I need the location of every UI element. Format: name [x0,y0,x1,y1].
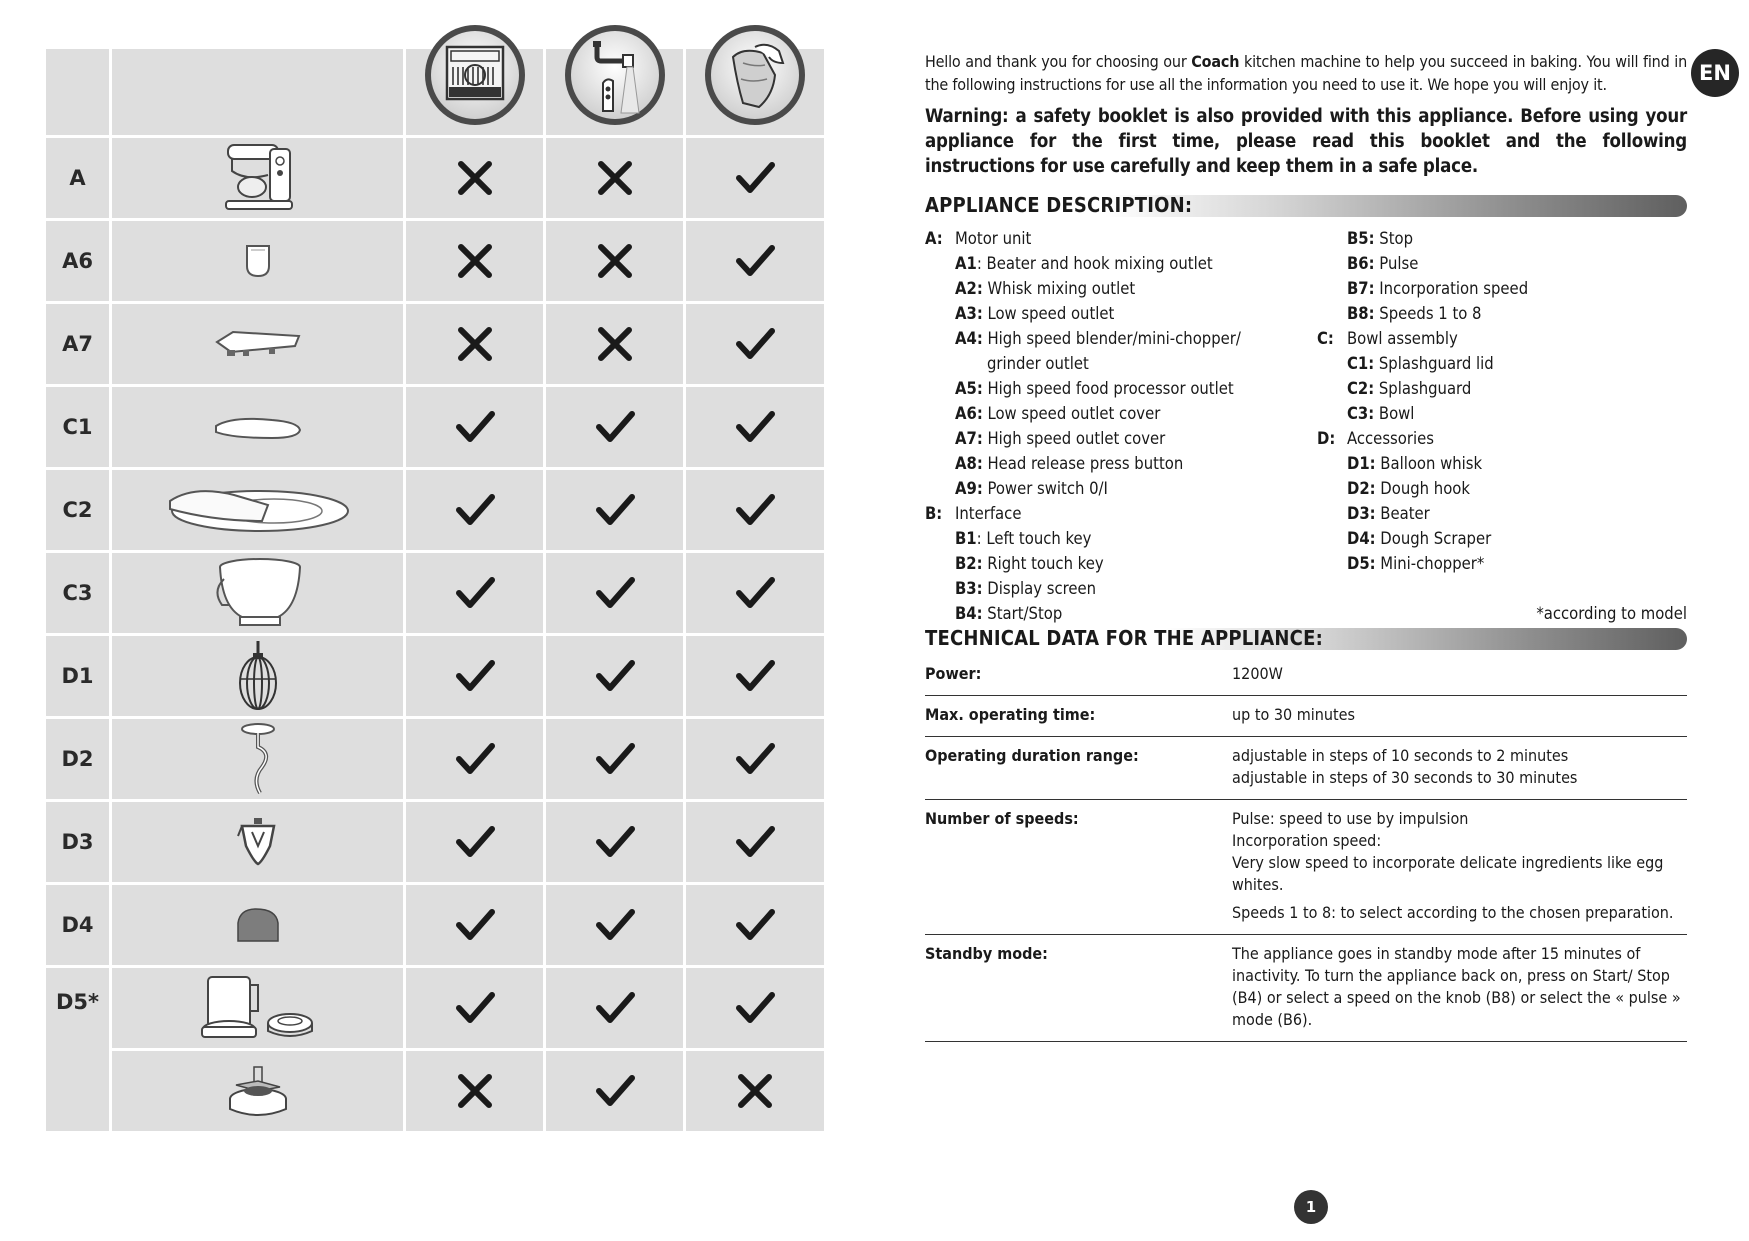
section-gradient-bar [1105,195,1687,217]
high-speed-outlet-cover-illustration [112,304,403,384]
description-item [1317,251,1687,276]
item-code: B2: [955,554,983,573]
check-icon [455,407,495,447]
mini-chopper-blade-illustration [112,1051,403,1131]
item-text: Beater [1375,504,1430,523]
check-icon [455,822,495,862]
cross-icon [455,1071,495,1111]
description-item [925,351,1315,376]
cleaning-table [46,49,824,1131]
item-text: High speed food processor outlet [982,379,1234,398]
dishwasher-cell [406,719,543,799]
item-code: A2: [955,279,983,298]
appliance-description-list [925,226,1687,626]
table-row [46,304,824,384]
item-text: Interface [955,504,1022,523]
item-code: B: [925,504,943,523]
tech-row [925,935,1687,1042]
cross-icon [595,158,635,198]
dishwasher-cell [406,1051,543,1131]
wipe-cloth-cell [686,719,824,799]
beater-illustration [112,802,403,882]
check-icon [735,241,775,281]
check-icon [595,905,635,945]
description-item [925,426,1315,451]
model-footnote: *according to model [1536,604,1687,623]
check-icon [735,158,775,198]
item-code: C3: [1347,404,1375,423]
description-item [925,251,1315,276]
mini-chopper-bowl-illustration [112,968,403,1048]
part-label: D3 [46,802,109,882]
item-code: B4: [955,604,983,623]
appliance-description-header [925,193,1687,218]
description-item [1317,501,1687,526]
tech-value [1232,935,1687,1041]
check-icon [455,905,495,945]
check-icon [455,656,495,696]
table-row [46,138,824,218]
wipe-cloth-cell [686,470,824,550]
description-item [1317,351,1687,376]
item-code: D3: [1347,504,1376,523]
description-item [1317,551,1687,576]
dishwasher-cell [406,968,543,1048]
header-tap-water [546,49,683,135]
tech-row [925,696,1687,737]
check-icon [455,573,495,613]
table-row [46,1051,824,1131]
item-code: B7: [1347,279,1375,298]
check-icon [595,573,635,613]
table-row [46,885,824,965]
item-code: A7: [955,429,983,448]
table-body [46,138,824,1131]
check-icon [595,490,635,530]
check-icon [595,739,635,779]
item-code: D1: [1347,454,1376,473]
intro-text-start: Hello and thank you for choosing our [925,52,1192,71]
header-blank-label [46,49,109,135]
description-item [1317,376,1687,401]
wipe-cloth-cell [686,138,824,218]
check-icon [735,739,775,779]
check-icon [595,407,635,447]
item-text: Motor unit [955,229,1032,248]
item-code: B8: [1347,304,1375,323]
dishwasher-cell [406,885,543,965]
tap-water-cell [546,1051,683,1131]
item-text: Head release press button [982,454,1184,473]
item-code: D4: [1347,529,1376,548]
item-text: Power switch 0/I [982,479,1108,498]
wipe-cloth-cell [686,636,824,716]
item-code: B6: [1347,254,1375,273]
check-icon [735,573,775,613]
header-wipe-cloth [686,49,824,135]
description-item [925,326,1315,351]
check-icon [735,656,775,696]
description-item [1317,426,1687,451]
description-item [925,601,1315,626]
tech-value-line: The appliance goes in standby mode after 15 minutes of inactivity. To turn the appliance back on, press on Start/ Stop (B4) or select a speed on the knob (B8) or select the « pulse » mode (B6). [1232,944,1681,1029]
item-text: Incorporation speed [1374,279,1529,298]
description-item [1317,401,1687,426]
wipe-cloth-cell [686,304,824,384]
technical-data-header [925,626,1687,651]
wipe-cloth-cell [686,387,824,467]
check-icon [595,1071,635,1111]
item-text: Bowl assembly [1347,329,1458,348]
tap-water-icon [563,23,667,127]
wipe-cloth-icon [703,23,807,127]
description-item [925,401,1315,426]
description-item [925,451,1315,476]
technical-data-title: TECHNICAL DATA FOR THE APPLIANCE: [925,626,1323,650]
tap-water-cell [546,304,683,384]
instructions-page [925,50,1687,1042]
part-label: D2 [46,719,109,799]
item-text: : Beater and hook mixing outlet [976,254,1213,273]
tech-row [925,800,1687,935]
check-icon [735,905,775,945]
dishwasher-cell [406,387,543,467]
dishwasher-cell [406,304,543,384]
table-row [46,802,824,882]
cross-icon [455,158,495,198]
dishwasher-cell [406,802,543,882]
item-text: Balloon whisk [1375,454,1483,473]
check-icon [455,739,495,779]
part-label: A7 [46,304,109,384]
item-code: A8: [955,454,983,473]
description-item [1317,326,1687,351]
item-code: B3: [955,579,983,598]
balloon-whisk-illustration [112,636,403,716]
wipe-cloth-cell [686,968,824,1048]
technical-data-table [925,655,1687,1042]
item-code: B1 [955,529,977,548]
item-text: High speed outlet cover [982,429,1166,448]
dishwasher-cell [406,553,543,633]
description-column-left [925,226,1315,626]
item-text: High speed blender/mini-chopper/ [982,329,1241,348]
cross-icon [455,324,495,364]
tech-value-line: adjustable in steps of 30 seconds to 30 minutes [1232,768,1578,787]
language-badge: EN [1691,49,1739,97]
cross-icon [595,324,635,364]
description-column-right [1317,226,1687,576]
description-item [925,501,1315,526]
tech-value [1232,696,1687,736]
tap-water-cell [546,719,683,799]
header-blank-image [112,49,403,135]
description-item [1317,226,1687,251]
item-text: Accessories [1347,429,1434,448]
tap-water-cell [546,221,683,301]
splashguard-illustration [112,470,403,550]
part-label: D5* [46,968,109,1131]
tech-value-line: up to 30 minutes [1232,705,1356,724]
table-header [46,49,824,135]
part-label: C3 [46,553,109,633]
bowl-illustration [112,553,403,633]
check-icon [595,988,635,1028]
item-code: C1: [1347,354,1375,373]
description-item [925,226,1315,251]
item-text: Display screen [982,579,1097,598]
part-label: C2 [46,470,109,550]
item-code: A6: [955,404,983,423]
tap-water-cell [546,802,683,882]
item-text: : Left touch key [976,529,1092,548]
check-icon [455,988,495,1028]
item-code: A9: [955,479,983,498]
dishwasher-cell [406,636,543,716]
item-text: Low speed outlet [982,304,1115,323]
description-item [1317,451,1687,476]
part-label: D1 [46,636,109,716]
check-icon [595,822,635,862]
check-icon [735,822,775,862]
table-row [46,470,824,550]
wipe-cloth-cell [686,802,824,882]
table-row [46,553,824,633]
table-row [46,636,824,716]
dishwasher-icon [423,23,527,127]
table-row [46,968,824,1048]
tech-value-line: Incorporation speed: [1232,831,1382,850]
tech-value [1232,737,1687,799]
description-item [925,301,1315,326]
item-text: grinder outlet [987,354,1089,373]
item-code: C2: [1347,379,1375,398]
tech-row [925,737,1687,800]
page-number: 1 [1294,1190,1328,1224]
item-text: Mini-chopper* [1375,554,1485,573]
check-icon [735,490,775,530]
check-icon [735,407,775,447]
check-icon [735,324,775,364]
tech-key: Max. operating time: [925,705,1096,724]
description-item [1317,526,1687,551]
splashguard-lid-illustration [112,387,403,467]
appliance-description-title: APPLIANCE DESCRIPTION: [925,193,1193,217]
description-item [1317,276,1687,301]
dough-scraper-illustration [112,885,403,965]
description-item [925,576,1315,601]
tech-value-line: Pulse: speed to use by impulsion [1232,809,1469,828]
description-item [925,376,1315,401]
table-row [46,387,824,467]
table-row [46,719,824,799]
item-text: Whisk mixing outlet [982,279,1136,298]
item-text: Low speed outlet cover [982,404,1161,423]
check-icon [455,490,495,530]
item-text: Bowl [1374,404,1415,423]
warning-paragraph: Warning: a safety booklet is also provided with this appliance. Before using your appliance for the first time, please read this booklet and the following instructions for use carefully and keep them in a safe place. [925,106,1687,177]
tap-water-cell [546,885,683,965]
tech-key: Standby mode: [925,944,1048,963]
tech-value [1232,800,1687,934]
dishwasher-cell [406,138,543,218]
part-label: A6 [46,221,109,301]
item-code: A1 [955,254,977,273]
dishwasher-cell [406,221,543,301]
tech-key: Number of speeds: [925,809,1079,828]
item-text: Speeds 1 to 8 [1374,304,1482,323]
item-text: Dough Scraper [1375,529,1492,548]
low-speed-outlet-cover-illustration [112,221,403,301]
part-label: D4 [46,885,109,965]
tech-value-line: Speeds 1 to 8: to select according to the chosen preparation. [1232,903,1674,922]
item-text: Stop [1374,229,1414,248]
wipe-cloth-cell [686,221,824,301]
item-code: A4: [955,329,983,348]
check-icon [735,988,775,1028]
tap-water-cell [546,553,683,633]
item-code: C: [1317,329,1334,348]
tap-water-cell [546,470,683,550]
item-text: Dough hook [1375,479,1470,498]
tap-water-cell [546,968,683,1048]
item-code: A3: [955,304,983,323]
item-text: Pulse [1374,254,1419,273]
cross-icon [735,1071,775,1111]
dough-hook-illustration [112,719,403,799]
tech-key: Operating duration range: [925,746,1139,765]
part-label: A [46,138,109,218]
brand-name: Coach [1191,52,1240,71]
part-label: C1 [46,387,109,467]
description-item [925,551,1315,576]
description-item [925,476,1315,501]
motor-unit-illustration [112,138,403,218]
table-row [46,221,824,301]
item-code: D5: [1347,554,1376,573]
description-item [925,526,1315,551]
description-item [925,276,1315,301]
item-code: D: [1317,429,1336,448]
tech-value-line: Very slow speed to incorporate delicate ingredients like egg whites. [1232,853,1664,894]
item-code: A5: [955,379,983,398]
item-text: Right touch key [982,554,1104,573]
tap-water-cell [546,636,683,716]
intro-text-end: kitchen machine to help you succeed in baking. You will find in the following instructions for use all the information you need to use it. We hope you will enjoy it. [925,52,1687,94]
description-item [1317,301,1687,326]
item-code: D2: [1347,479,1376,498]
tech-value [1232,655,1687,695]
item-text: Splashguard lid [1374,354,1494,373]
cross-icon [455,241,495,281]
item-code: B5: [1347,229,1375,248]
cross-icon [595,241,635,281]
wipe-cloth-cell [686,553,824,633]
item-text: Start/Stop [982,604,1063,623]
tech-value-line: adjustable in steps of 10 seconds to 2 minutes [1232,746,1569,765]
intro-paragraph [925,50,1687,96]
header-dishwasher [406,49,543,135]
item-text: Splashguard [1374,379,1472,398]
description-item [1317,476,1687,501]
item-code: A: [925,229,943,248]
wipe-cloth-cell [686,885,824,965]
wipe-cloth-cell [686,1051,824,1131]
tech-key: Power: [925,664,982,683]
dishwasher-cell [406,470,543,550]
check-icon [595,656,635,696]
tap-water-cell [546,387,683,467]
tap-water-cell [546,138,683,218]
tech-value-line: 1200W [1232,664,1283,683]
tech-row [925,655,1687,696]
